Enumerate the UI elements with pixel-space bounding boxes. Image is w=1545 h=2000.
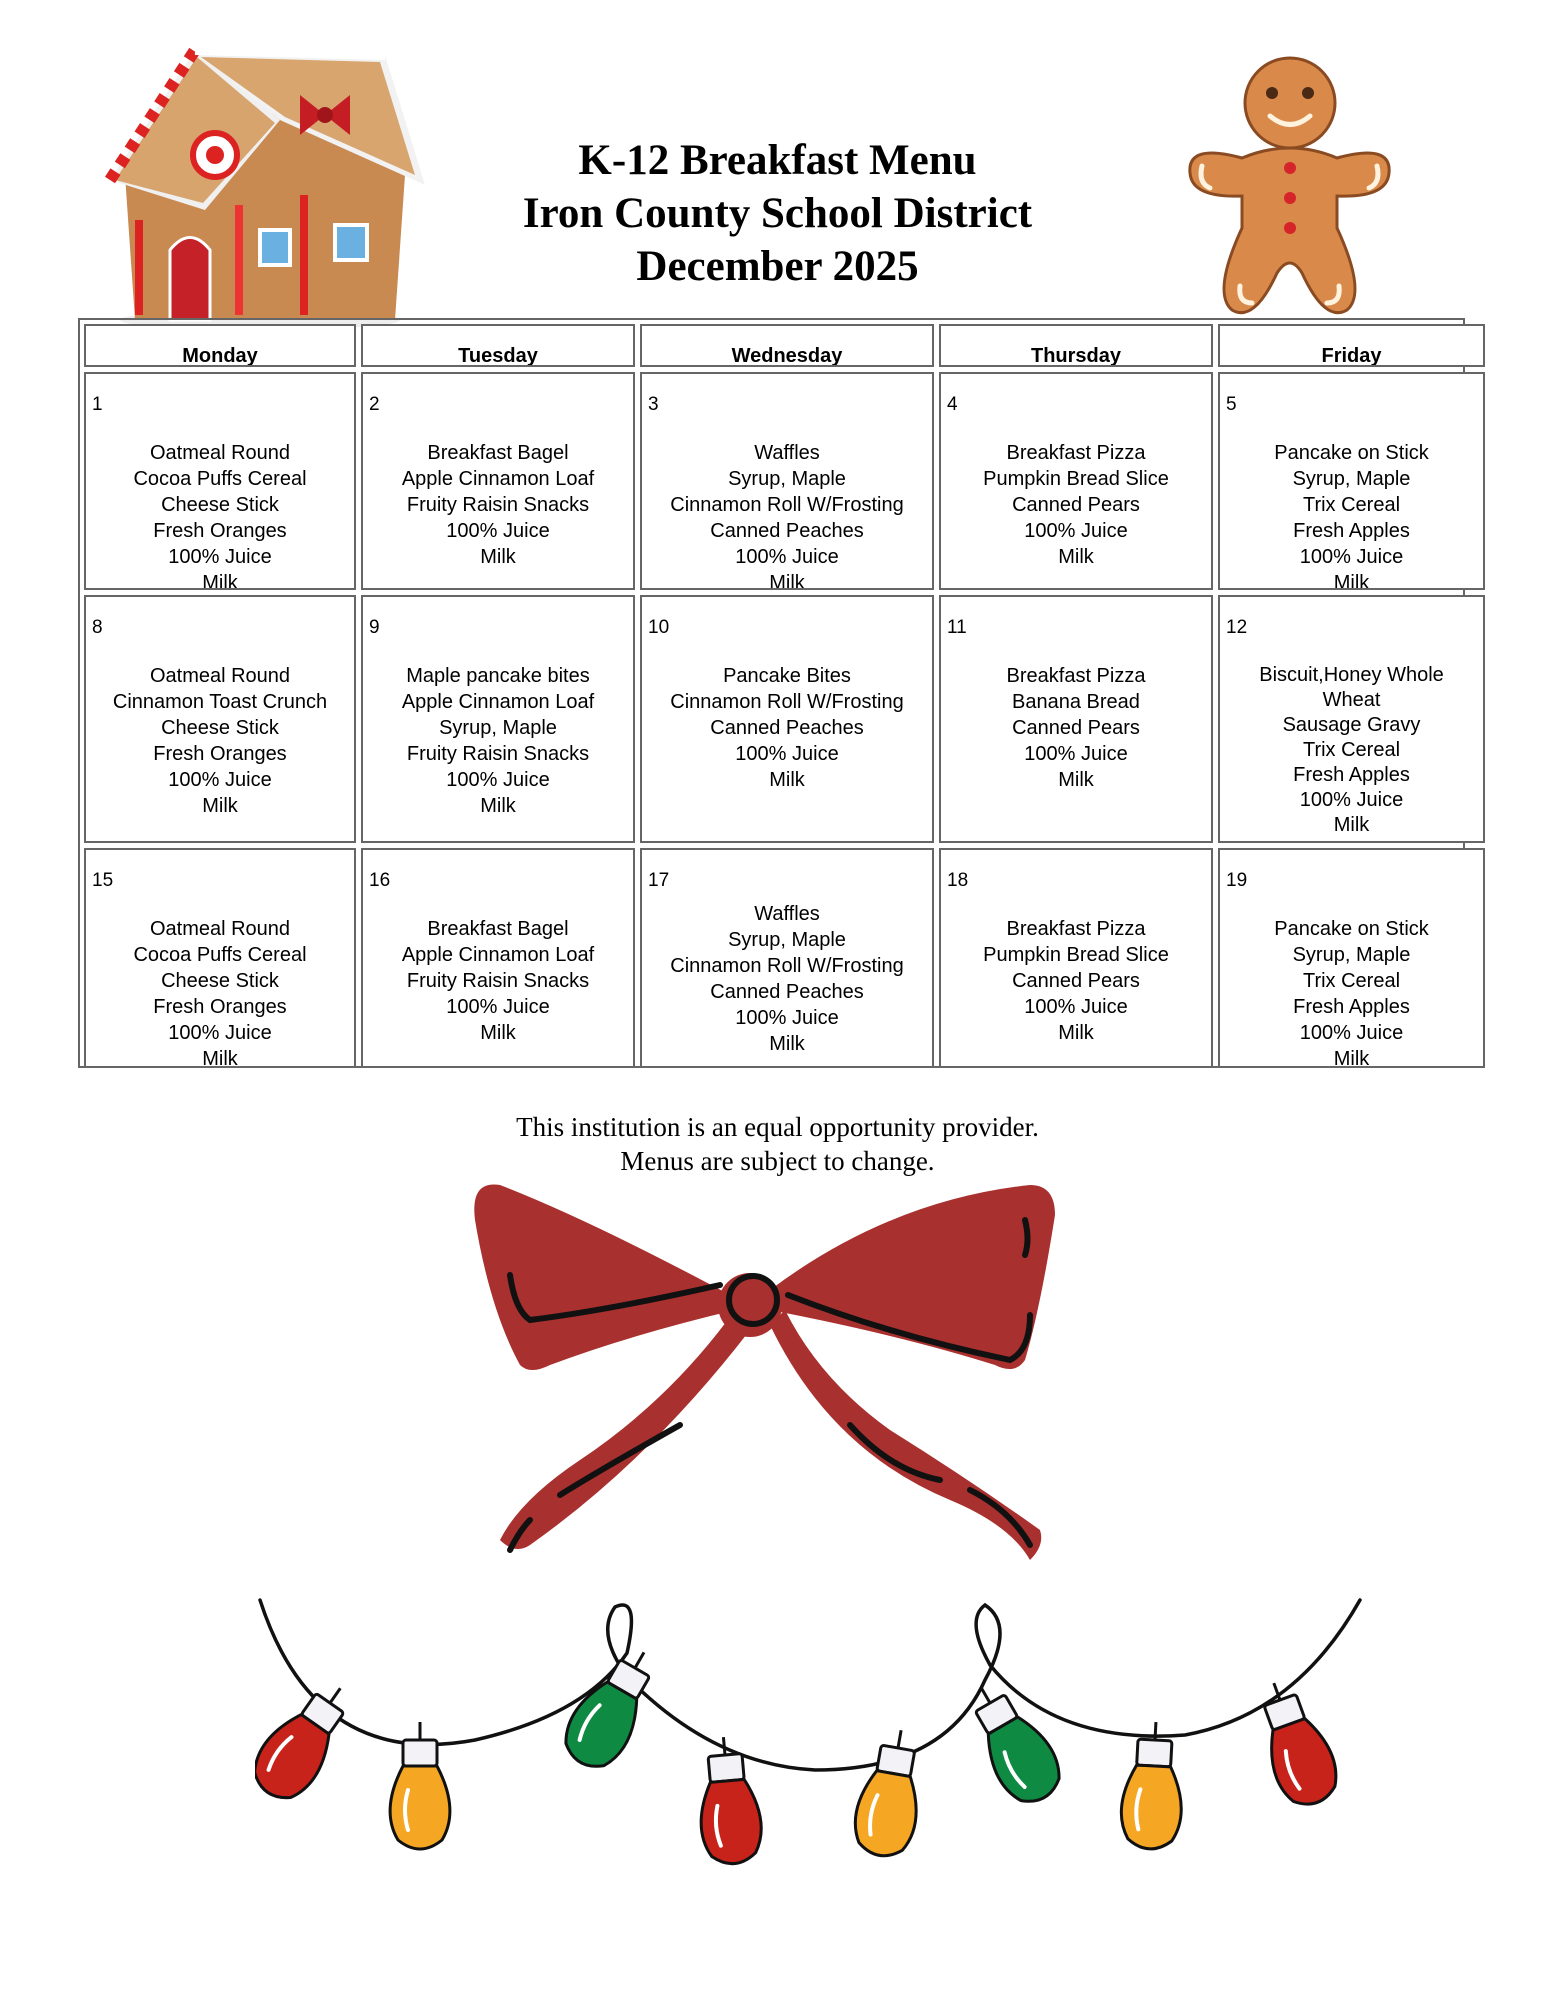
menu-item: Cinnamon Roll W/Frosting — [670, 494, 904, 516]
menu-item: 100% Juice — [735, 546, 839, 568]
menu-item: Pancake on Stick — [1274, 442, 1429, 464]
menu-items — [941, 663, 1211, 793]
string-lights-icon — [255, 1585, 1365, 1915]
light-bulb-icon — [955, 1672, 1070, 1812]
light-bulb-icon — [1119, 1720, 1185, 1850]
day-number: 5 — [1226, 394, 1237, 415]
menu-item: 100% Juice — [1024, 520, 1128, 542]
menu-item: Milk — [1058, 546, 1094, 568]
day-cell-friday — [1218, 848, 1485, 1068]
menu-items — [86, 916, 354, 1068]
menu-item: Syrup, Maple — [439, 717, 557, 739]
day-number: 9 — [369, 617, 380, 638]
menu-item: Pancake on Stick — [1274, 918, 1429, 940]
menu-items — [1220, 440, 1483, 590]
day-cell-monday — [84, 595, 356, 843]
menu-items — [1220, 916, 1483, 1068]
gingerbread-man-icon — [1172, 48, 1407, 323]
menu-item: Fresh Oranges — [153, 520, 287, 542]
menu-item: Canned Pears — [1012, 717, 1140, 739]
header-tuesday — [361, 324, 635, 367]
footer-line-1: This institution is an equal opportunity provider. — [516, 1112, 1039, 1142]
menu-item: Oatmeal Round — [149, 665, 291, 687]
menu-item: Fresh Oranges — [153, 996, 287, 1018]
menu-item: Milk — [480, 795, 516, 817]
light-bulb-icon — [555, 1637, 670, 1777]
gingerbread-house-icon — [95, 35, 430, 335]
title-line-3: December 2025 — [636, 243, 919, 290]
title-line-2: Iron County School District — [522, 190, 1033, 237]
menu-item: Breakfast Bagel — [427, 442, 569, 464]
day-cell-friday — [1218, 372, 1485, 590]
day-cell-thursday — [939, 595, 1213, 843]
menu-item: 100% Juice — [1299, 546, 1404, 568]
header-label: Tuesday — [458, 345, 538, 367]
day-cell-monday — [84, 848, 356, 1068]
menu-item: 100% Juice — [1299, 1022, 1404, 1044]
day-number: 4 — [947, 394, 958, 415]
menu-items — [941, 440, 1211, 570]
day-number: 18 — [947, 870, 969, 891]
header-label: Friday — [1321, 345, 1382, 367]
menu-item: Canned Peaches — [710, 981, 864, 1003]
day-number: 2 — [369, 394, 380, 415]
menu-item: Pancake Bites — [723, 665, 851, 687]
menu-items — [1220, 663, 1483, 838]
menu-item: 100% Juice — [446, 769, 550, 791]
header-wednesday — [640, 324, 934, 367]
menu-item: Trix Cereal — [1302, 494, 1401, 516]
menu-item: Wheat — [1322, 689, 1381, 711]
menu-item: Milk — [769, 769, 805, 791]
menu-items — [86, 663, 354, 819]
menu-item: Syrup, Maple — [1292, 944, 1411, 966]
menu-items — [363, 916, 633, 1046]
day-cell-wednesday — [640, 848, 934, 1068]
day-number: 16 — [369, 870, 391, 891]
header-label: Thursday — [1030, 345, 1122, 367]
menu-items — [363, 663, 633, 819]
menu-item: Pumpkin Bread Slice — [983, 944, 1169, 966]
menu-item: Fruity Raisin Snacks — [406, 743, 590, 765]
menu-item: Breakfast Pizza — [1006, 442, 1146, 464]
menu-item: Cheese Stick — [161, 717, 279, 739]
menu-item: Syrup, Maple — [728, 468, 846, 490]
menu-item: Waffles — [754, 442, 820, 464]
menu-item: Sausage Gravy — [1282, 714, 1421, 736]
day-cell-wednesday — [640, 372, 934, 590]
menu-item: Syrup, Maple — [728, 929, 846, 951]
day-cell-tuesday — [361, 372, 635, 590]
menu-item: Fruity Raisin Snacks — [406, 970, 590, 992]
title-line-1: K-12 Breakfast Menu — [578, 137, 977, 184]
menu-item: Milk — [202, 795, 238, 817]
menu-item: Cocoa Puffs Cereal — [133, 468, 307, 490]
day-cell-thursday — [939, 372, 1213, 590]
light-bulb-icon — [850, 1725, 931, 1860]
footer-line-2: Menus are subject to change. — [620, 1146, 935, 1176]
menu-item: Cheese Stick — [161, 970, 279, 992]
menu-item: 100% Juice — [735, 743, 839, 765]
menu-item: Biscuit,Honey Whole — [1259, 664, 1444, 686]
menu-item: Fresh Apples — [1293, 996, 1410, 1018]
light-bulb-icon — [1246, 1673, 1346, 1813]
header-friday — [1218, 324, 1485, 367]
day-cell-wednesday — [640, 595, 934, 843]
day-number: 3 — [648, 394, 659, 415]
menu-item: Apple Cinnamon Loaf — [401, 944, 595, 966]
menu-item: Milk — [769, 1033, 805, 1055]
menu-item: Maple pancake bites — [406, 665, 590, 687]
menu-item: Cheese Stick — [161, 494, 279, 516]
day-number: 11 — [947, 617, 967, 638]
menu-items — [86, 440, 354, 590]
light-bulb-icon — [694, 1734, 765, 1866]
menu-item: Trix Cereal — [1302, 739, 1401, 761]
day-number: 19 — [1226, 870, 1248, 891]
menu-item: Cinnamon Roll W/Frosting — [670, 691, 904, 713]
menu-items — [363, 440, 633, 570]
menu-items — [941, 916, 1211, 1046]
day-number: 1 — [92, 394, 103, 415]
day-number: 10 — [648, 617, 670, 638]
menu-calendar-table — [78, 318, 1465, 1068]
menu-item: Fresh Apples — [1293, 764, 1410, 786]
header-thursday — [939, 324, 1213, 367]
day-number: 15 — [92, 870, 114, 891]
menu-item: 100% Juice — [735, 1007, 839, 1029]
menu-item: Fresh Oranges — [153, 743, 287, 765]
day-cell-tuesday — [361, 595, 635, 843]
menu-item: Milk — [480, 546, 516, 568]
menu-item: Cocoa Puffs Cereal — [133, 944, 307, 966]
menu-item: Breakfast Pizza — [1006, 918, 1146, 940]
menu-item: Milk — [769, 572, 805, 590]
menu-item: Canned Peaches — [710, 520, 864, 542]
menu-item: Fresh Apples — [1293, 520, 1410, 542]
menu-item: Milk — [1333, 1048, 1370, 1068]
day-cell-tuesday — [361, 848, 635, 1068]
menu-item: Apple Cinnamon Loaf — [401, 468, 595, 490]
menu-item: Waffles — [754, 903, 820, 925]
menu-item: Cinnamon Toast Crunch — [112, 691, 328, 713]
menu-item: Milk — [1333, 814, 1370, 836]
menu-item: 100% Juice — [168, 546, 272, 568]
page-title — [400, 134, 1155, 293]
day-number: 17 — [648, 870, 670, 891]
menu-item: Milk — [1333, 572, 1370, 590]
day-cell-thursday — [939, 848, 1213, 1068]
menu-item: Canned Peaches — [710, 717, 864, 739]
day-cell-friday — [1218, 595, 1485, 843]
menu-item: Breakfast Bagel — [427, 918, 569, 940]
menu-items — [642, 663, 932, 793]
menu-item: Cinnamon Roll W/Frosting — [670, 955, 904, 977]
menu-item: 100% Juice — [446, 520, 550, 542]
menu-item: Syrup, Maple — [1292, 468, 1411, 490]
menu-item: Milk — [202, 1048, 238, 1068]
menu-item: Fruity Raisin Snacks — [406, 494, 590, 516]
menu-item: 100% Juice — [446, 996, 550, 1018]
menu-item: Banana Bread — [1012, 691, 1140, 713]
menu-items — [642, 901, 932, 1057]
day-cell-monday — [84, 372, 356, 590]
menu-items — [642, 440, 932, 590]
menu-item: 100% Juice — [1299, 789, 1404, 811]
menu-item: Oatmeal Round — [149, 918, 291, 940]
menu-item: Canned Pears — [1012, 970, 1140, 992]
menu-item: 100% Juice — [168, 769, 272, 791]
menu-item: 100% Juice — [1024, 996, 1128, 1018]
menu-item: Canned Pears — [1012, 494, 1140, 516]
menu-item: Milk — [480, 1022, 516, 1044]
day-number: 12 — [1226, 617, 1248, 638]
header-monday — [84, 324, 356, 367]
menu-item: 100% Juice — [1024, 743, 1128, 765]
menu-item: Trix Cereal — [1302, 970, 1401, 992]
menu-item: Milk — [202, 572, 238, 590]
ribbon-bow-icon — [470, 1160, 1100, 1640]
menu-item: Pumpkin Bread Slice — [983, 468, 1169, 490]
menu-item: Oatmeal Round — [149, 442, 291, 464]
header-label: Wednesday — [731, 345, 843, 367]
day-number: 8 — [92, 617, 103, 638]
menu-item: Milk — [1058, 769, 1094, 791]
menu-item: Apple Cinnamon Loaf — [401, 691, 595, 713]
header-label: Monday — [182, 345, 258, 367]
menu-item: 100% Juice — [168, 1022, 272, 1044]
menu-item: Breakfast Pizza — [1006, 665, 1146, 687]
menu-item: Milk — [1058, 1022, 1094, 1044]
